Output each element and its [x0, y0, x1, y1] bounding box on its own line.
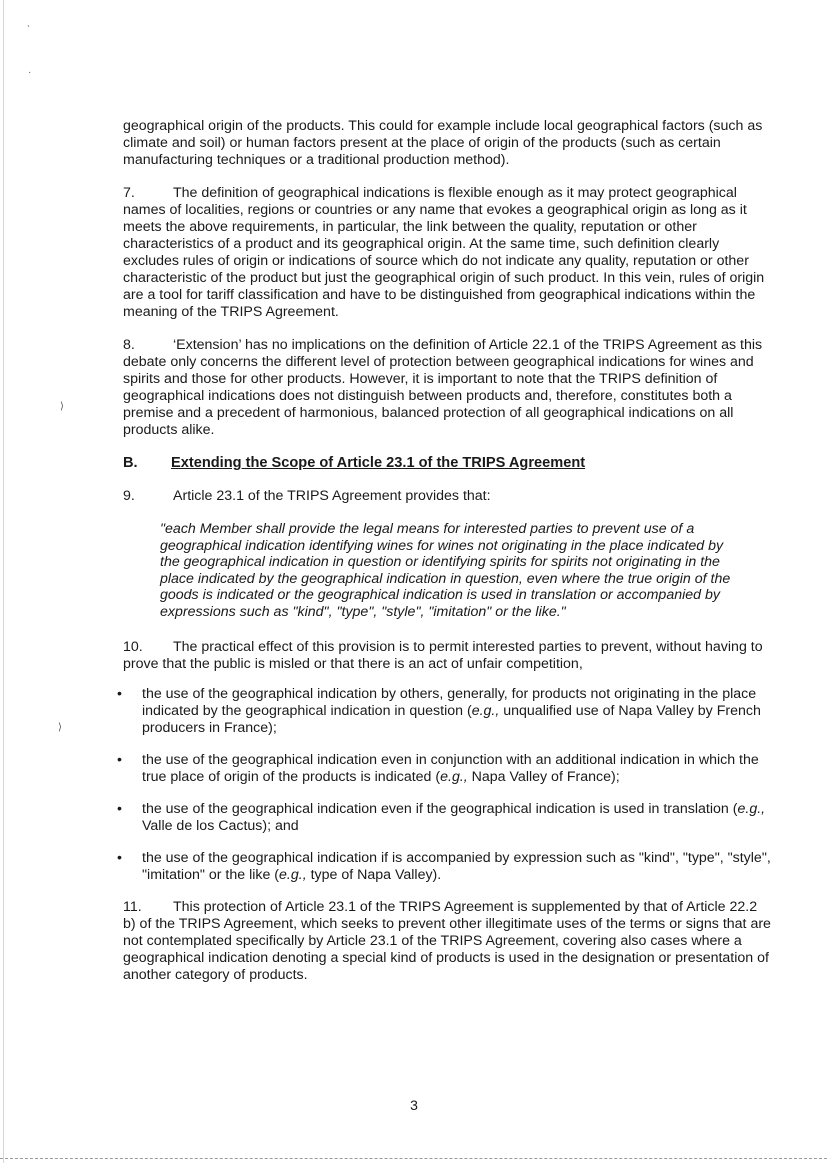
scan-margin-line: [3, 0, 4, 1163]
list-item-text: type of Napa Valley).: [306, 866, 442, 883]
list-item-text: Napa Valley of France);: [467, 768, 620, 785]
list-item-emphasis: e.g.,: [471, 702, 500, 719]
scan-speck: ⟩: [60, 401, 64, 412]
paragraph-continuation: geographical origin of the products. This could for example include local geographical factors (such as climate and soil) or human factors present at the place of origin of the products (such as certain manufacturing techniques or a traditional production method).: [123, 118, 763, 168]
section-heading-b: [123, 455, 771, 472]
list-item: [117, 751, 771, 786]
paragraph-text: ‘Extension’ has no implications on the definition of Article 22.1 of the TRIPS Agreement as this debate only concerns the different level of protection between geographical indications for wines and spirits and those for other products. However, it is important to note that the TRIPS definition of geographical indications does not distinguish between products and, therefore, constitutes both a premise and a precedent of harmonious, balanced protection of all geographical indications on all products alike.: [123, 337, 763, 438]
list-item-emphasis: e.g.,: [440, 768, 468, 785]
list-item: [117, 800, 771, 835]
paragraph-text: The definition of geographical indications is flexible enough as it may protect geographical names of localities, regions or countries or any name that evokes a geographical origin as long as it meets the above requirements, in particular, the link between the quality, reputation or other characteristics of a product and its geographical origin. At the same time, such definition clearly excludes rules of origin or indications of source which do not indicate any quality, reputation or other characteristic of the product but just the geographical origin of such product. In this vein, rules of origin are a tool for tariff classification and have to be distinguished from geographical indications within the meaning of the TRIPS Agreement.: [123, 185, 765, 320]
bullet-list: [117, 685, 771, 884]
scan-speck: ⟩: [58, 722, 62, 733]
section-title: Extending the Scope of Article 23.1 of the TRIPS Agreement: [171, 455, 586, 471]
paragraph-text: The practical effect of this provision is to permit interested parties to prevent, without having to prove that the public is misled or that there is an act of unfair competition,: [123, 638, 763, 672]
paragraph-10: [123, 639, 771, 673]
paragraph-number: 10.: [123, 638, 143, 655]
list-item-text: unqualified use of Napa Valley by French producers in France);: [142, 702, 761, 736]
scan-speck: ·: [28, 67, 32, 78]
scan-speck: ˎ: [27, 17, 31, 28]
paragraph-9: [123, 488, 771, 505]
paragraph-text: Article 23.1 of the TRIPS Agreement provides that:: [173, 488, 491, 504]
page-number: 3: [410, 1097, 418, 1113]
paragraph-text: This protection of Article 23.1 of the TRIPS Agreement is supplemented by that of Article 22.2 b) of the TRIPS Agreement, which seeks to prevent other illegitimate uses of the terms or signs that are not contemplated specifically by Article 23.1 of the TRIPS Agreement, covering also cases where a geographical indication denoting a special kind of products is used in the designation or presentation of another category of products.: [123, 898, 771, 983]
bullet-marker: •: [117, 800, 122, 817]
paragraph-number: 11.: [123, 898, 142, 915]
paragraph-8: [123, 337, 771, 439]
list-item-text: the use of the geographical indication even if the geographical indication is used in translation (: [142, 800, 738, 817]
list-item: [117, 849, 771, 884]
paragraph-7: [123, 185, 771, 321]
list-item-text: the use of the geographical indication even in conjunction with an additional indication in which the true place of origin of the products is indicated (: [142, 751, 759, 785]
list-item: [117, 685, 771, 737]
bullet-marker: •: [117, 849, 122, 866]
list-item-text: the use of the geographical indication by others, generally, for products not originating in the place indicated by the geographical indication in question (: [142, 685, 757, 719]
paragraph-number: 8.: [123, 337, 135, 353]
list-item-text: Valle de los Cactus); and: [142, 817, 299, 834]
paragraph-number: 7.: [123, 185, 135, 201]
paragraph-number: 9.: [123, 488, 135, 504]
list-item-emphasis: e.g.,: [279, 866, 307, 883]
list-item-text: the use of the geographical indication if is accompanied by expression such as "kind", "type", "style", "imitation" or the like (: [142, 849, 771, 883]
paragraph-11: [123, 899, 771, 984]
bullet-marker: •: [117, 751, 122, 768]
scan-bottom-edge: [0, 1158, 827, 1160]
document-body: [117, 118, 771, 1000]
list-item-emphasis: e.g.,: [737, 800, 766, 817]
section-letter: B.: [123, 455, 138, 471]
quoted-article-text: "each Member shall provide the legal means for interested parties to prevent use of a geographical indication identifying wines for wines not originating in the place indicated by the geographical indication in question or identifying spirits for spirits not originating in the place indicated by the geographical indication in question, even where the true origin of the goods is indicated or the geographical indication is used in translation or accompanied by expressions such as "kind", "type", "style", "imitation" or the like.": [160, 521, 731, 620]
bullet-marker: •: [117, 685, 122, 702]
